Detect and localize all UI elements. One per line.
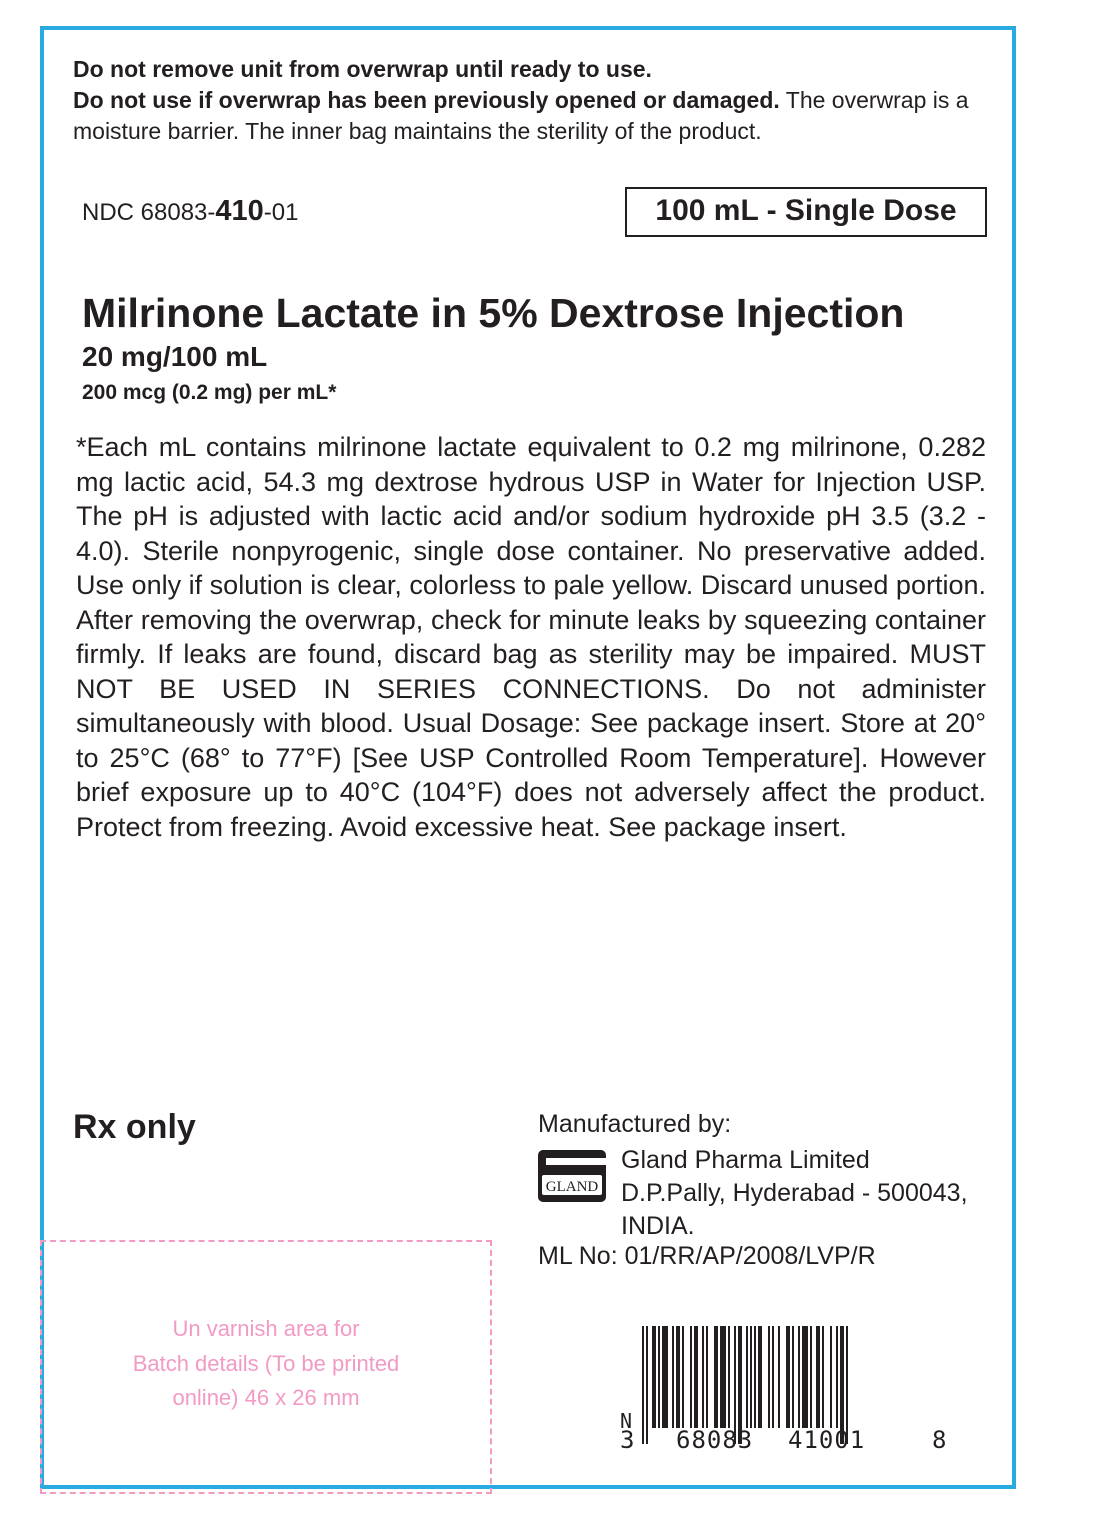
barcode-group-2: 41001 bbox=[788, 1426, 866, 1454]
barcode-bar bbox=[802, 1326, 808, 1428]
ndc-prefix: NDC 68083- bbox=[82, 199, 216, 226]
barcode-group-1: 68083 bbox=[676, 1426, 754, 1454]
barcode-bar bbox=[758, 1326, 762, 1428]
manufacturer-address-line-1: D.P.Pally, Hyderabad - 500043, bbox=[621, 1179, 968, 1207]
barcode-bar bbox=[714, 1326, 718, 1428]
barcode-bar bbox=[836, 1326, 838, 1428]
volume-dose-box: 100 mL - Single Dose bbox=[625, 187, 987, 237]
ndc-product-code: 410 bbox=[215, 195, 264, 227]
barcode-bar bbox=[810, 1326, 812, 1428]
barcode-bar bbox=[798, 1326, 800, 1428]
barcode-bar bbox=[728, 1326, 730, 1428]
barcode-n-label: N bbox=[620, 1409, 633, 1433]
barcode-bar bbox=[694, 1326, 698, 1428]
barcode-bar bbox=[690, 1326, 692, 1428]
barcode-bar bbox=[658, 1326, 660, 1428]
barcode-bar bbox=[830, 1326, 832, 1428]
warning-line-1: Do not remove unit from overwrap until ready to use. bbox=[73, 56, 652, 82]
barcode-bar bbox=[816, 1326, 820, 1428]
barcode-bar bbox=[768, 1326, 770, 1428]
description-text: *Each mL contains milrinone lactate equivalent to 0.2 mg milrinone, 0.282 mg lactic acid, 54.3 mg dextrose hydrous USP in Water for Injection USP. The pH is adjusted with lactic acid and/or sodium hydroxide pH 3.5 (3.2 - 4.0). Sterile nonpyrogenic, single dose container. No preservative added. Use only if solution is clear, colorless to pale yellow. Discard unused portion. After removing the overwrap, check for minute leaks by squeezing container firmly. If leaks are found, discard bag as sterility may be impaired. MUST NOT BE USED IN SERIES CONNECTIONS. Do not administer simultaneously with blood. Usual Dosage: See package insert. Store at 20° to 25°C (68° to 77°F) [See USP Controlled Room Temperature]. However brief exposure up to 40°C (104°F) does not adversely affect the product. Protect from freezing. Avoid excessive heat. See package insert. bbox=[76, 432, 986, 842]
barcode-bar bbox=[786, 1326, 790, 1428]
barcode-bar bbox=[702, 1326, 704, 1428]
product-title: Milrinone Lactate in 5% Dextrose Injection bbox=[82, 290, 905, 336]
ml-number: ML No: 01/RR/AP/2008/LVP/R bbox=[538, 1242, 876, 1270]
barcode-bar bbox=[822, 1326, 824, 1428]
batch-line-1: Un varnish area for bbox=[172, 1316, 360, 1341]
overwrap-warning bbox=[73, 54, 1003, 147]
warning-line-2-rest: The overwrap is a moisture barrier. The inner bag maintains the sterility of the product. bbox=[73, 87, 969, 144]
gland-logo-icon bbox=[538, 1150, 606, 1202]
ndc-number bbox=[82, 195, 298, 228]
barcode-bar bbox=[652, 1326, 656, 1428]
batch-line-3: online) 46 x 26 mm bbox=[172, 1385, 360, 1410]
batch-details-area bbox=[40, 1240, 492, 1494]
barcode-bar bbox=[750, 1326, 752, 1428]
product-strength: 20 mg/100 mL bbox=[82, 341, 268, 372]
barcode-leading-digit: 3 bbox=[620, 1426, 635, 1454]
manufactured-by-label: Manufactured by: bbox=[538, 1110, 732, 1138]
barcode-bar bbox=[662, 1326, 668, 1428]
barcode-bar bbox=[754, 1326, 756, 1428]
product-description bbox=[76, 430, 986, 844]
barcode-bar bbox=[682, 1326, 684, 1428]
rx-only: Rx only bbox=[73, 1108, 196, 1146]
barcode-bar bbox=[646, 1326, 648, 1444]
ndc-suffix: -01 bbox=[263, 199, 299, 226]
manufacturer-address-line-2: INDIA. bbox=[621, 1212, 695, 1240]
warning-line-2: Do not use if overwrap has been previously opened or damaged. bbox=[73, 87, 780, 113]
barcode-bar bbox=[720, 1326, 726, 1428]
logo-text: GLAND bbox=[545, 1179, 599, 1195]
barcode-bar bbox=[746, 1326, 748, 1428]
barcode-bar bbox=[778, 1326, 780, 1428]
manufacturer-name: Gland Pharma Limited bbox=[621, 1146, 870, 1174]
barcode-bar bbox=[706, 1326, 708, 1428]
barcode bbox=[620, 1324, 950, 1454]
manufacturer-address bbox=[621, 1144, 968, 1243]
barcode-bar bbox=[772, 1326, 774, 1428]
product-concentration: 200 mcg (0.2 mg) per mL* bbox=[82, 381, 337, 404]
barcode-bar bbox=[672, 1326, 674, 1428]
batch-line-2: Batch details (To be printed bbox=[132, 1350, 400, 1376]
barcode-bar bbox=[676, 1326, 680, 1428]
barcode-check-digit: 8 bbox=[932, 1426, 947, 1454]
barcode-bar bbox=[642, 1326, 644, 1444]
barcode-bar bbox=[792, 1326, 794, 1428]
